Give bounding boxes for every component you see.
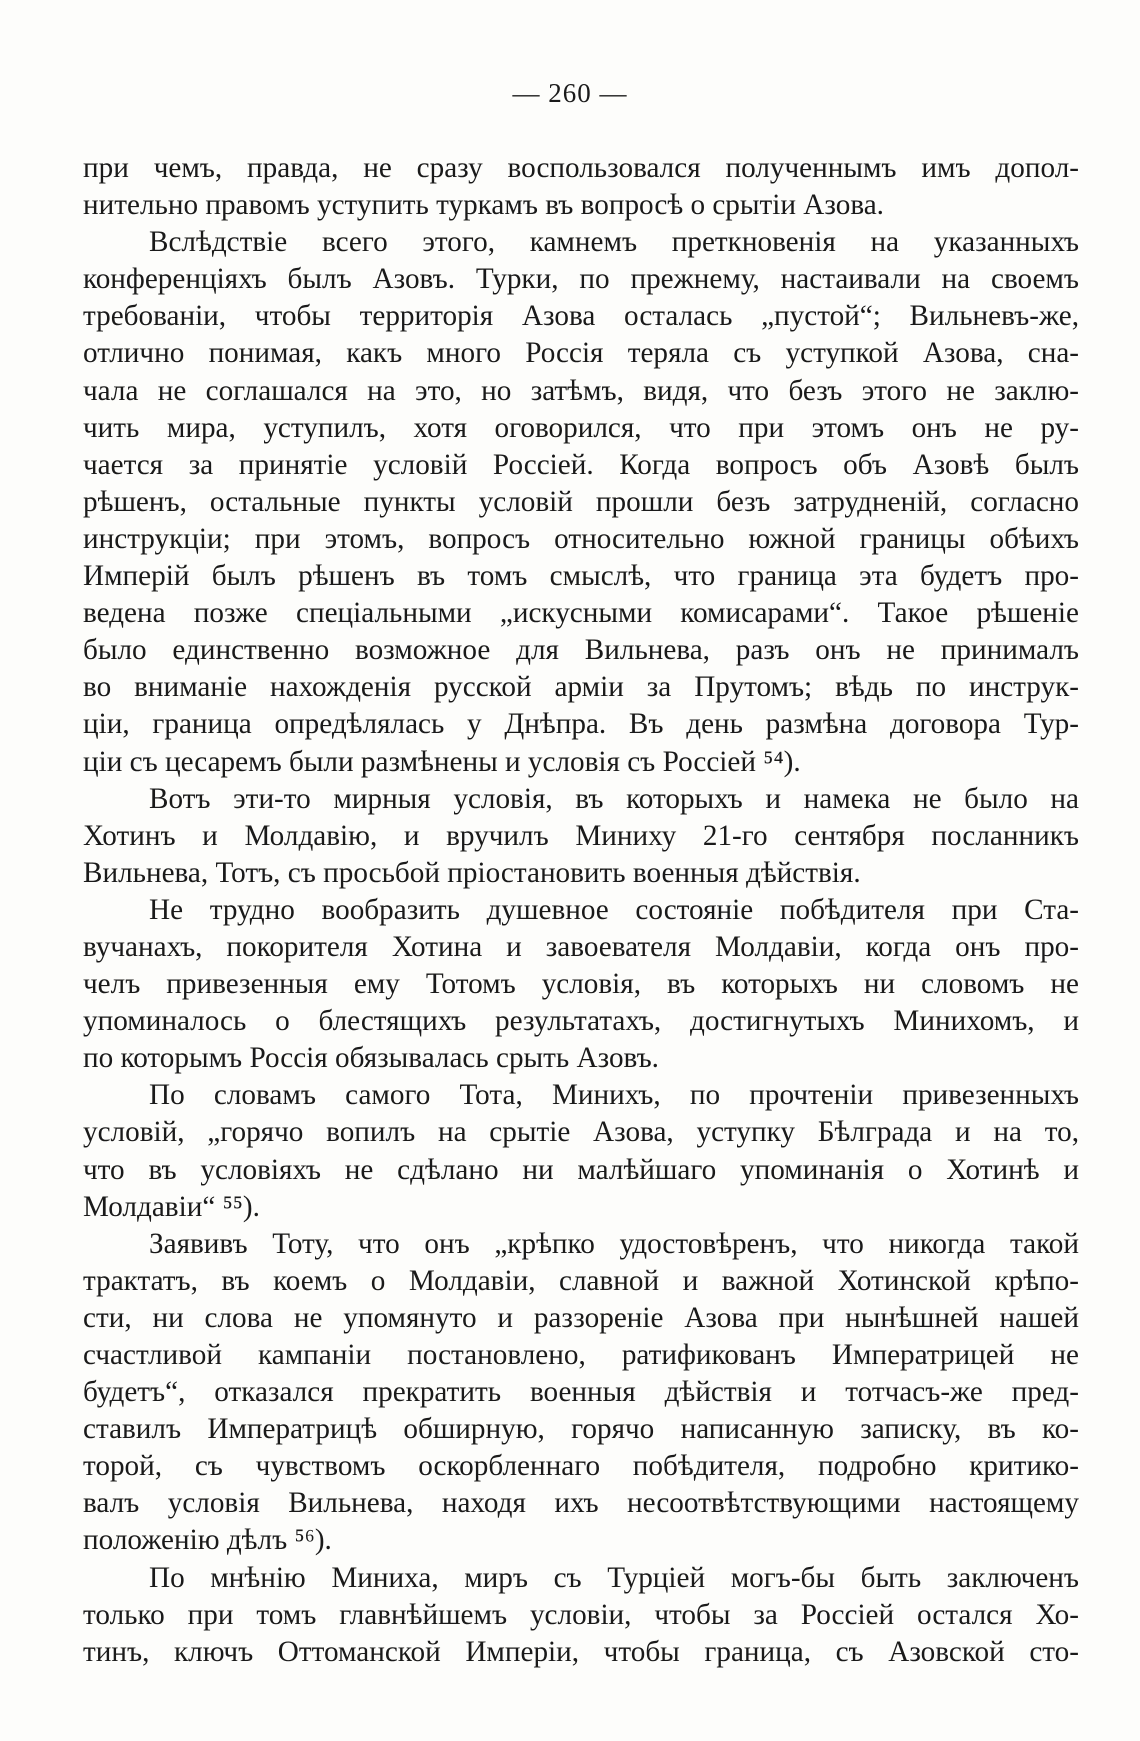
text-line: чается за принятіе условій Россіей. Когда вопросъ объ Азовѣ былъ xyxy=(83,448,1079,481)
paragraph xyxy=(83,1226,1079,1560)
text-line: вучанахъ, покорителя Хотина и завоевателя Молдавіи, когда онъ про- xyxy=(83,930,1079,963)
text-line: ціи съ цесаремъ были размѣнены и условія съ Россіей ⁵⁴). xyxy=(83,745,801,778)
paragraph xyxy=(83,781,1079,892)
text-line: По мнѣнію Миниха, миръ съ Турціей могъ-бы быть заключенъ xyxy=(149,1561,1079,1594)
text-line: трактатъ, въ коемъ о Молдавіи, славной и важной Хотинской крѣпо- xyxy=(83,1264,1079,1297)
text-line: положенію дѣлъ ⁵⁶). xyxy=(83,1524,332,1557)
text-line: торой, съ чувствомъ оскорбленнаго побѣдителя, подробно критико- xyxy=(83,1450,1079,1483)
paragraph xyxy=(83,892,1079,1077)
text-line: Заявивъ Тоту, что онъ „крѣпко удостовѣренъ, что никогда такой xyxy=(149,1227,1079,1260)
text-line: Не трудно вообразить душевное состояніе побѣдителя при Ста- xyxy=(149,893,1079,926)
text-line: По словамъ самого Тота, Минихъ, по прочтеніи привезенныхъ xyxy=(149,1079,1079,1112)
text-line: по которымъ Россія обязывалась срыть Азовъ. xyxy=(83,1042,659,1075)
paragraph xyxy=(83,1077,1079,1225)
text-line: ціи, граница опредѣлялась у Днѣпра. Въ день размѣна договора Тур- xyxy=(83,708,1079,741)
text-line: Имперій былъ рѣшенъ въ томъ смыслѣ, что граница эта будетъ про- xyxy=(83,560,1079,593)
text-line: при чемъ, правда, не сразу воспользовался полученнымъ имъ допол- xyxy=(83,152,1079,184)
text-line: Вслѣдствіе всего этого, камнемъ преткновенія на указанныхъ xyxy=(149,226,1079,259)
text-line: чала не соглашался на это, но затѣмъ, видя, что безъ этого не заклю- xyxy=(83,374,1079,407)
paragraph xyxy=(83,224,1079,780)
text-line: только при томъ главнѣйшемъ условіи, чтобы за Россіей остался Хо- xyxy=(83,1598,1079,1631)
text-line: Вотъ эти-то мирныя условія, въ которыхъ и намека не было на xyxy=(149,782,1079,815)
text-line: рѣшенъ, остальные пункты условій прошли безъ затрудненій, согласно xyxy=(83,485,1079,518)
page-number: — 260 — xyxy=(512,78,628,108)
text-line: было единственно возможное для Вильнева, разъ онъ не принималъ xyxy=(83,634,1079,667)
text-line: челъ привезенныя ему Тотомъ условія, въ которыхъ ни словомъ не xyxy=(83,968,1079,1001)
text-line: условій, „горячо вопилъ на срытіе Азова, уступку Бѣлграда и на то, xyxy=(83,1116,1079,1149)
text-line: ведена позже спеціальными „искусными комисарами“. Такое рѣшеніе xyxy=(83,597,1079,630)
text-line: требованіи, чтобы территорія Азова осталась „пустой“; Вильневъ-же, xyxy=(83,300,1079,333)
paragraph xyxy=(83,150,1079,224)
text-line: будетъ“, отказался прекратить военныя дѣйствія и тотчасъ-же пред- xyxy=(83,1376,1079,1409)
text-line: тинъ, ключъ Оттоманской Имперіи, чтобы граница, съ Азовской сто- xyxy=(83,1635,1079,1668)
text-line: Хотинъ и Молдавію, и вручилъ Миниху 21-го сентября посланникъ xyxy=(83,819,1079,852)
text-line: что въ условіяхъ не сдѣлано ни малѣйшаго упоминанія о Хотинѣ и xyxy=(83,1153,1079,1186)
text-line: упоминалось о блестящихъ результатахъ, достигнутыхъ Минихомъ, и xyxy=(83,1005,1079,1038)
text-line: ставилъ Императрицѣ обширную, горячо написанную записку, въ ко- xyxy=(83,1413,1079,1446)
text-line: конференціяхъ былъ Азовъ. Турки, по прежнему, настаивали на своемъ xyxy=(83,263,1079,296)
text-line: сти, ни слова не упомянуто и раззореніе Азова при нынѣшней нашей xyxy=(83,1301,1079,1334)
text-line: нительно правомъ уступить туркамъ въ вопросѣ о срытіи Азова. xyxy=(83,189,884,222)
text-line: Молдавіи“ ⁵⁵). xyxy=(83,1190,260,1223)
text-line: во вниманіе нахожденія русской арміи за Прутомъ; вѣдь по инструк- xyxy=(83,671,1079,704)
text-line: валъ условія Вильнева, находя ихъ несоотвѣтствующими настоящему xyxy=(83,1487,1079,1520)
text-line: Вильнева, Тотъ, съ просьбой пріостановить военныя дѣйствія. xyxy=(83,856,861,889)
text-line: чить мира, уступилъ, хотя оговорился, что при этомъ онъ не ру- xyxy=(83,411,1079,444)
paragraph xyxy=(83,1560,1079,1671)
body-text xyxy=(83,150,1079,1671)
text-line: отлично понимая, какъ много Россія теряла съ уступкой Азова, сна- xyxy=(83,337,1079,370)
text-line: счастливой кампаніи постановлено, ратификованъ Императрицей не xyxy=(83,1339,1079,1371)
text-line: инструкціи; при этомъ, вопросъ относительно южной границы обѣихъ xyxy=(83,522,1079,555)
